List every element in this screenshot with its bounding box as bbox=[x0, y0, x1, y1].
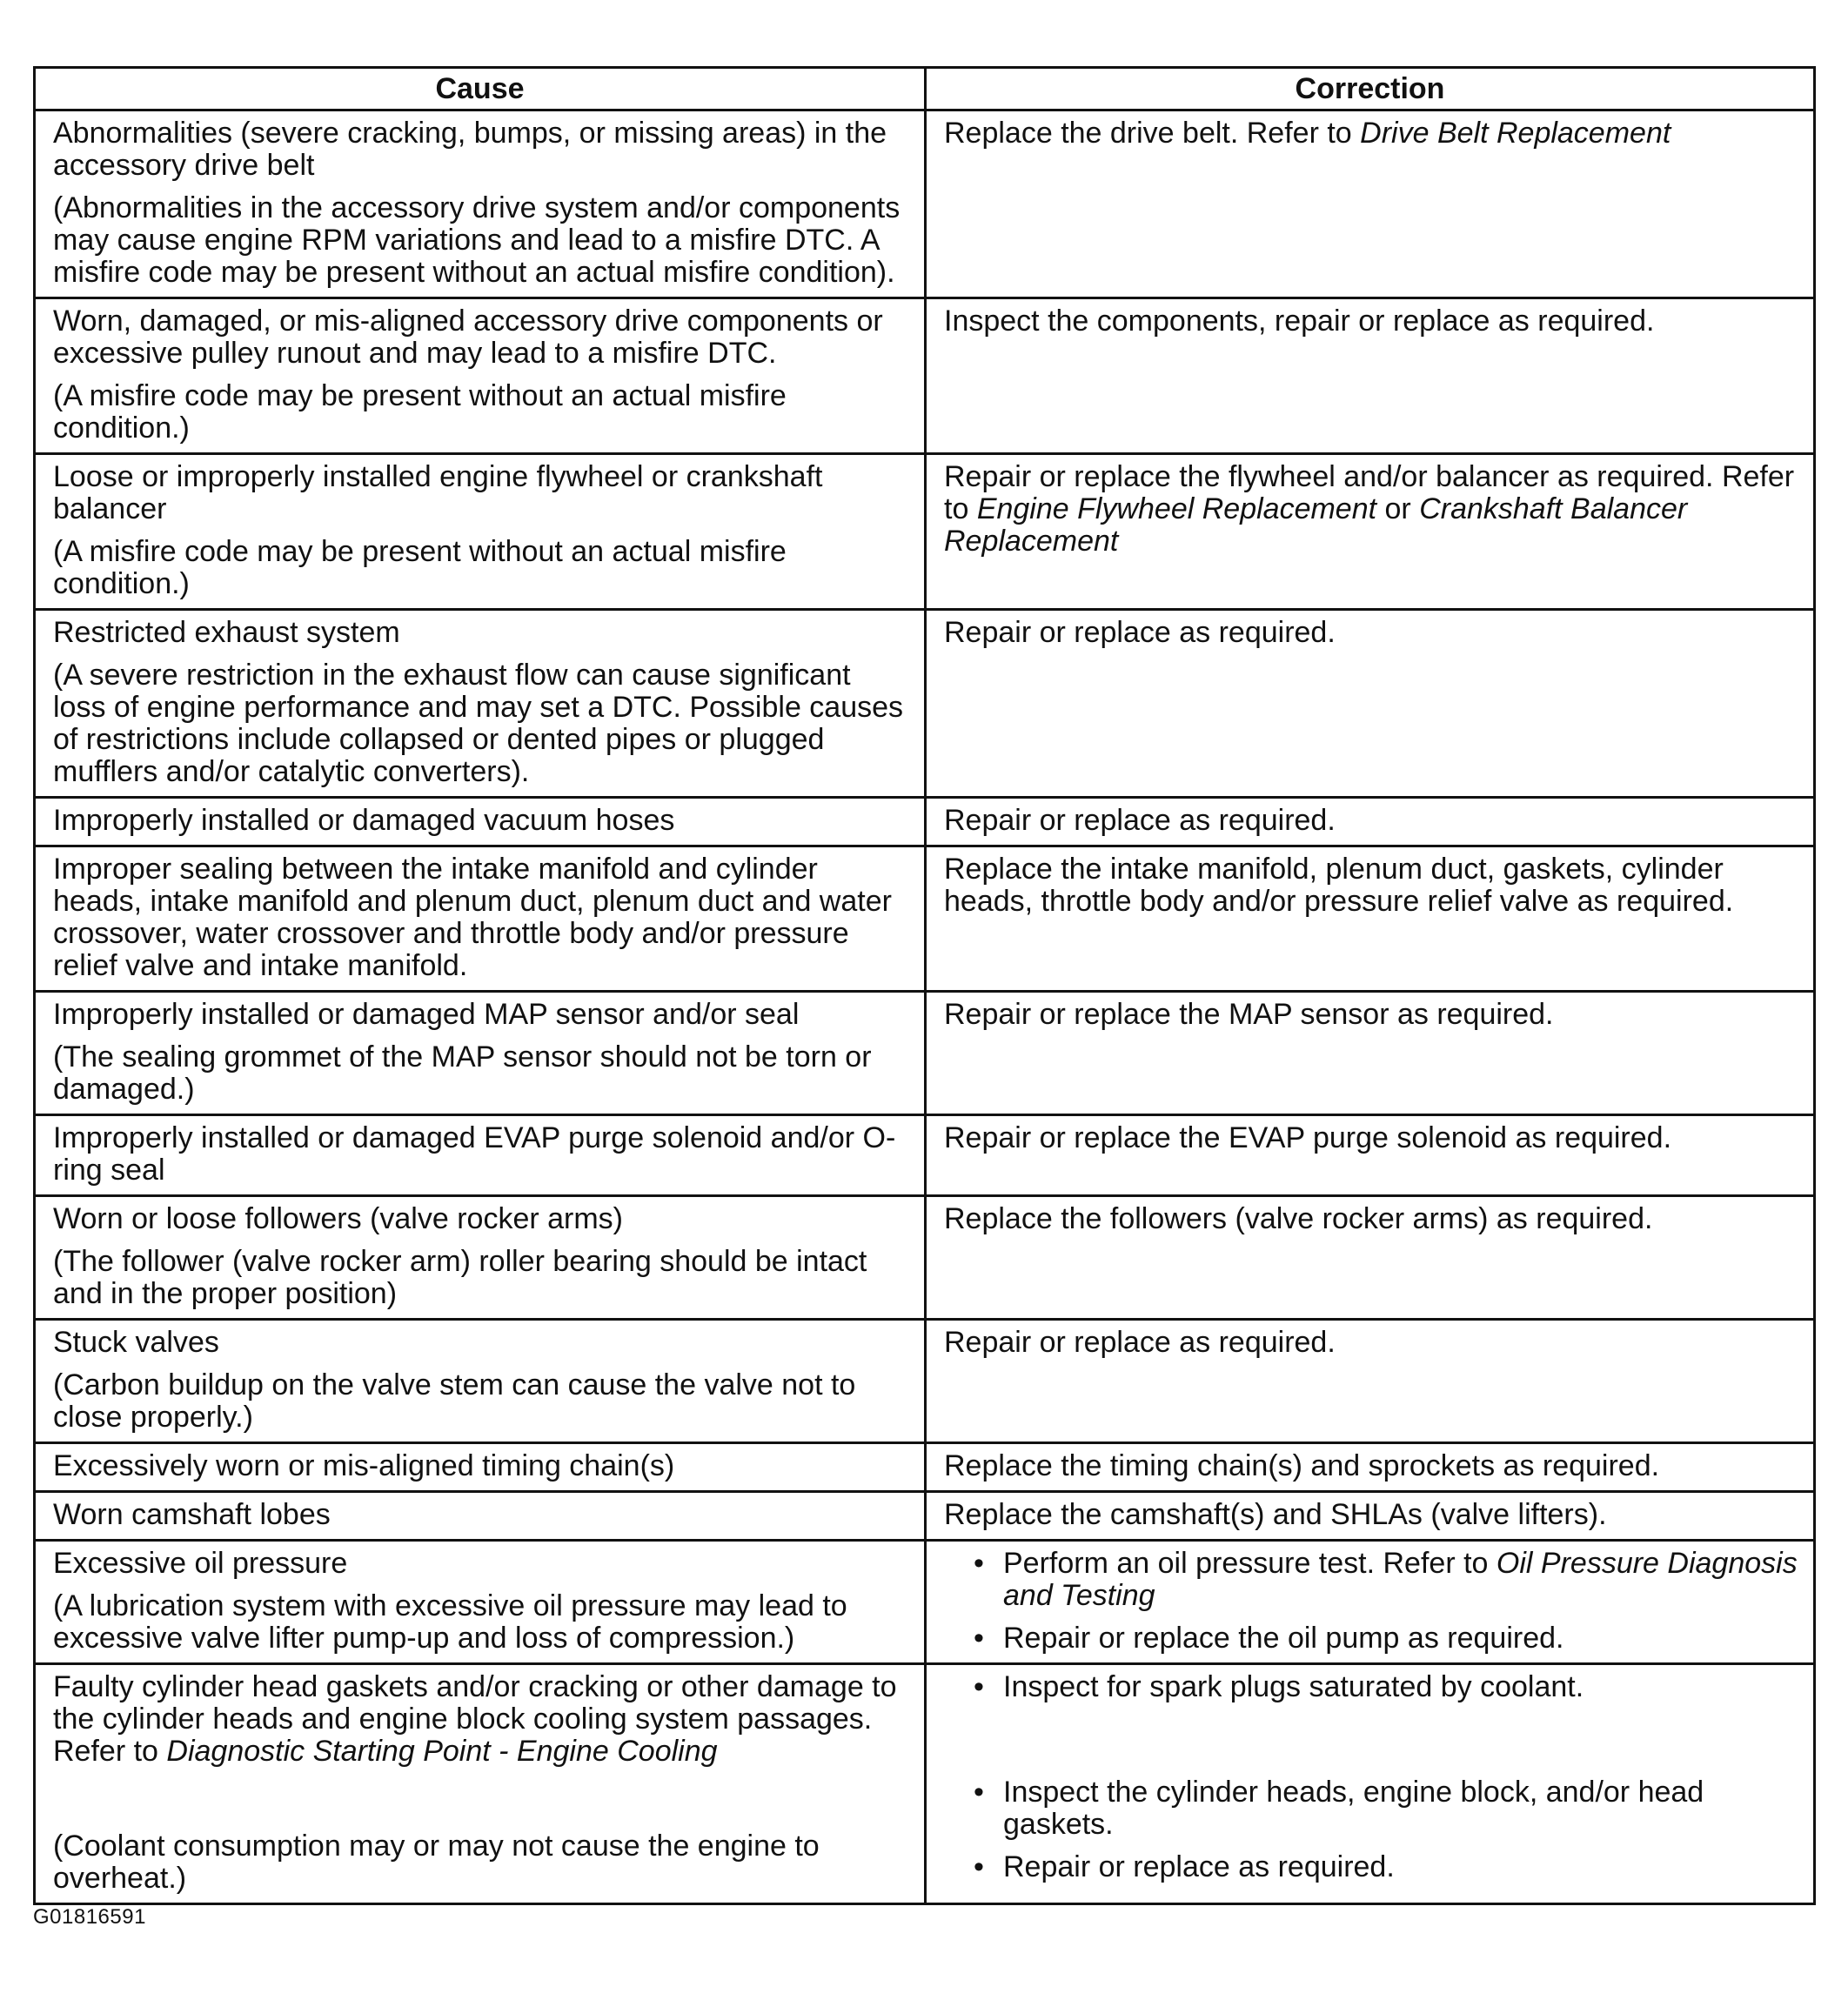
correction-text bbox=[944, 117, 1799, 150]
bullet-item bbox=[944, 1776, 1799, 1841]
correction-cell bbox=[926, 1541, 1815, 1664]
correction-text: Repair or replace as required. bbox=[944, 804, 1336, 837]
cause-correction-table bbox=[33, 66, 1816, 1905]
cause-text: Worn or loose followers (valve rocker arms) bbox=[53, 1202, 623, 1235]
cause-note: (A lubrication system with excessive oil pressure may lead to excessive valve lifter pump-up and loss of compression.) bbox=[53, 1589, 847, 1655]
correction-cell bbox=[926, 454, 1815, 610]
correction-text: Replace the followers (valve rocker arms) as required. bbox=[944, 1202, 1653, 1235]
cause-text: Improper sealing between the intake manifold and cylinder heads, intake manifold and plenum duct, plenum duct and water crossover, water crossover and throttle body and/or pressure relief valve and intake manifold. bbox=[53, 853, 892, 982]
correction-bullet-list bbox=[944, 1671, 1799, 1883]
cause-note: (A misfire code may be present without an actual misfire condition.) bbox=[53, 535, 787, 600]
cause-note: (A misfire code may be present without an actual misfire condition.) bbox=[53, 379, 787, 445]
cause-text: Improperly installed or damaged EVAP purge solenoid and/or O-ring seal bbox=[53, 1121, 896, 1187]
correction-text: Inspect the components, repair or replace as required. bbox=[944, 304, 1655, 338]
table-row bbox=[35, 1443, 1815, 1492]
correction-cell bbox=[926, 1320, 1815, 1443]
cause-text: Excessively worn or mis-aligned timing chain(s) bbox=[53, 1449, 675, 1482]
cause-cell bbox=[35, 798, 926, 846]
bullet-icon: • bbox=[974, 1776, 984, 1809]
cause-text: Loose or improperly installed engine flywheel or crankshaft balancer bbox=[53, 460, 823, 525]
cause-text: Restricted exhaust system bbox=[53, 616, 400, 649]
correction-cell bbox=[926, 298, 1815, 454]
cause-text: Worn, damaged, or mis-aligned accessory drive components or excessive pulley runout and may lead to a misfire DTC. bbox=[53, 304, 883, 370]
bullet-icon: • bbox=[974, 1547, 984, 1580]
correction-text: Replace the timing chain(s) and sprockets as required. bbox=[944, 1449, 1660, 1482]
correction-cell bbox=[926, 1443, 1815, 1492]
correction-lead: Repair or replace the flywheel and/or balancer as required. Refer to bbox=[944, 460, 1795, 525]
correction-cell bbox=[926, 1492, 1815, 1541]
procedure-reference: Diagnostic Starting Point - Engine Cooling bbox=[166, 1735, 718, 1768]
bullet-icon: • bbox=[974, 1670, 984, 1703]
correction-text: Replace the camshaft(s) and SHLAs (valve lifters). bbox=[944, 1498, 1607, 1531]
correction-bullet-list bbox=[944, 1548, 1799, 1655]
correction-text: Repair or replace the MAP sensor as required. bbox=[944, 998, 1554, 1031]
table-row bbox=[35, 1541, 1815, 1664]
bullet-icon: • bbox=[974, 1622, 984, 1655]
cause-lead: Faulty cylinder head gaskets and/or cracking or other damage to the cylinder heads and engine block cooling system passages. Refer to bbox=[53, 1670, 897, 1768]
cause-cell bbox=[35, 992, 926, 1115]
correction-cell bbox=[926, 1196, 1815, 1320]
cause-cell bbox=[35, 454, 926, 610]
bullet-icon: • bbox=[974, 1850, 984, 1883]
bullet-item bbox=[944, 1622, 1799, 1655]
table-row bbox=[35, 298, 1815, 454]
bullet-item bbox=[944, 1851, 1799, 1883]
cause-cell bbox=[35, 1492, 926, 1541]
table-row bbox=[35, 454, 1815, 610]
cause-cell bbox=[35, 298, 926, 454]
bullet-item bbox=[944, 1671, 1799, 1703]
bullet-text: Inspect for spark plugs saturated by coolant. bbox=[1003, 1670, 1584, 1703]
correction-cell bbox=[926, 1115, 1815, 1196]
cause-cell bbox=[35, 1664, 926, 1904]
cause-cell bbox=[35, 846, 926, 992]
procedure-reference: Drive Belt Replacement bbox=[1360, 117, 1671, 150]
bullet-text: Repair or replace as required. bbox=[1003, 1850, 1395, 1883]
cause-note: (Abnormalities in the accessory drive system and/or components may cause engine RPM variations and lead to a misfire DTC. A misfire code may be present without an actual misfire condition). bbox=[53, 191, 901, 289]
procedure-reference: Crankshaft Balancer Replacement bbox=[944, 492, 1688, 558]
table-row bbox=[35, 110, 1815, 298]
bullet-text: Repair or replace the oil pump as required. bbox=[1003, 1622, 1564, 1655]
header-correction: Correction bbox=[926, 68, 1815, 110]
correction-cell bbox=[926, 798, 1815, 846]
cause-cell bbox=[35, 1541, 926, 1664]
table-row bbox=[35, 992, 1815, 1115]
cause-cell bbox=[35, 1320, 926, 1443]
cause-text bbox=[53, 1671, 910, 1768]
correction-text: Repair or replace as required. bbox=[944, 616, 1336, 649]
cause-cell bbox=[35, 1443, 926, 1492]
correction-cell bbox=[926, 610, 1815, 798]
table-row bbox=[35, 610, 1815, 798]
procedure-reference: Oil Pressure Diagnosis and Testing bbox=[1003, 1547, 1798, 1612]
cause-text: Worn camshaft lobes bbox=[53, 1498, 331, 1531]
procedure-reference: Engine Flywheel Replacement bbox=[976, 492, 1377, 525]
conjunction: or bbox=[1376, 492, 1420, 525]
table-row bbox=[35, 1115, 1815, 1196]
correction-cell bbox=[926, 1664, 1815, 1904]
cause-cell bbox=[35, 110, 926, 298]
correction-text bbox=[944, 461, 1799, 558]
cause-cell bbox=[35, 610, 926, 798]
header-cause: Cause bbox=[35, 68, 926, 110]
table-row bbox=[35, 1664, 1815, 1904]
correction-cell bbox=[926, 110, 1815, 298]
cause-cell bbox=[35, 1196, 926, 1320]
table-row bbox=[35, 1492, 1815, 1541]
bullet-text: Perform an oil pressure test. Refer to bbox=[1003, 1547, 1496, 1580]
correction-cell bbox=[926, 846, 1815, 992]
cause-note: (A severe restriction in the exhaust flow can cause significant loss of engine performance and may set a DTC. Possible causes of restrictions include collapsed or dented pipes or plugged mufflers and/or catalytic converters). bbox=[53, 659, 904, 788]
table-row bbox=[35, 1320, 1815, 1443]
cause-note: (The sealing grommet of the MAP sensor should not be torn or damaged.) bbox=[53, 1040, 872, 1106]
spacer bbox=[53, 1768, 910, 1830]
correction-text: Repair or replace the EVAP purge solenoid as required. bbox=[944, 1121, 1672, 1154]
cause-text: Improperly installed or damaged vacuum hoses bbox=[53, 804, 675, 837]
correction-cell bbox=[926, 992, 1815, 1115]
bullet-item bbox=[944, 1548, 1799, 1612]
bullet-text: Inspect the cylinder heads, engine block, and/or head gaskets. bbox=[1003, 1776, 1704, 1841]
table-row bbox=[35, 798, 1815, 846]
cause-cell bbox=[35, 1115, 926, 1196]
correction-text: Replace the intake manifold, plenum duct, gaskets, cylinder heads, throttle body and/or pressure relief valve as required. bbox=[944, 853, 1734, 918]
cause-note: (The follower (valve rocker arm) roller bearing should be intact and in the proper position) bbox=[53, 1245, 867, 1310]
correction-text: Repair or replace as required. bbox=[944, 1326, 1336, 1359]
table-header-row bbox=[35, 68, 1815, 110]
cause-note: (Carbon buildup on the valve stem can cause the valve not to close properly.) bbox=[53, 1368, 856, 1434]
table-row bbox=[35, 846, 1815, 992]
cause-text: Improperly installed or damaged MAP sensor and/or seal bbox=[53, 998, 800, 1031]
cause-text: Excessive oil pressure bbox=[53, 1547, 348, 1580]
cause-note: (Coolant consumption may or may not cause the engine to overheat.) bbox=[53, 1829, 820, 1895]
cause-text: Abnormalities (severe cracking, bumps, or missing areas) in the accessory drive belt bbox=[53, 117, 887, 182]
cause-text: Stuck valves bbox=[53, 1326, 219, 1359]
correction-lead: Replace the drive belt. Refer to bbox=[944, 117, 1361, 150]
table-row bbox=[35, 1196, 1815, 1320]
figure-id: G01816591 bbox=[33, 1905, 146, 1929]
